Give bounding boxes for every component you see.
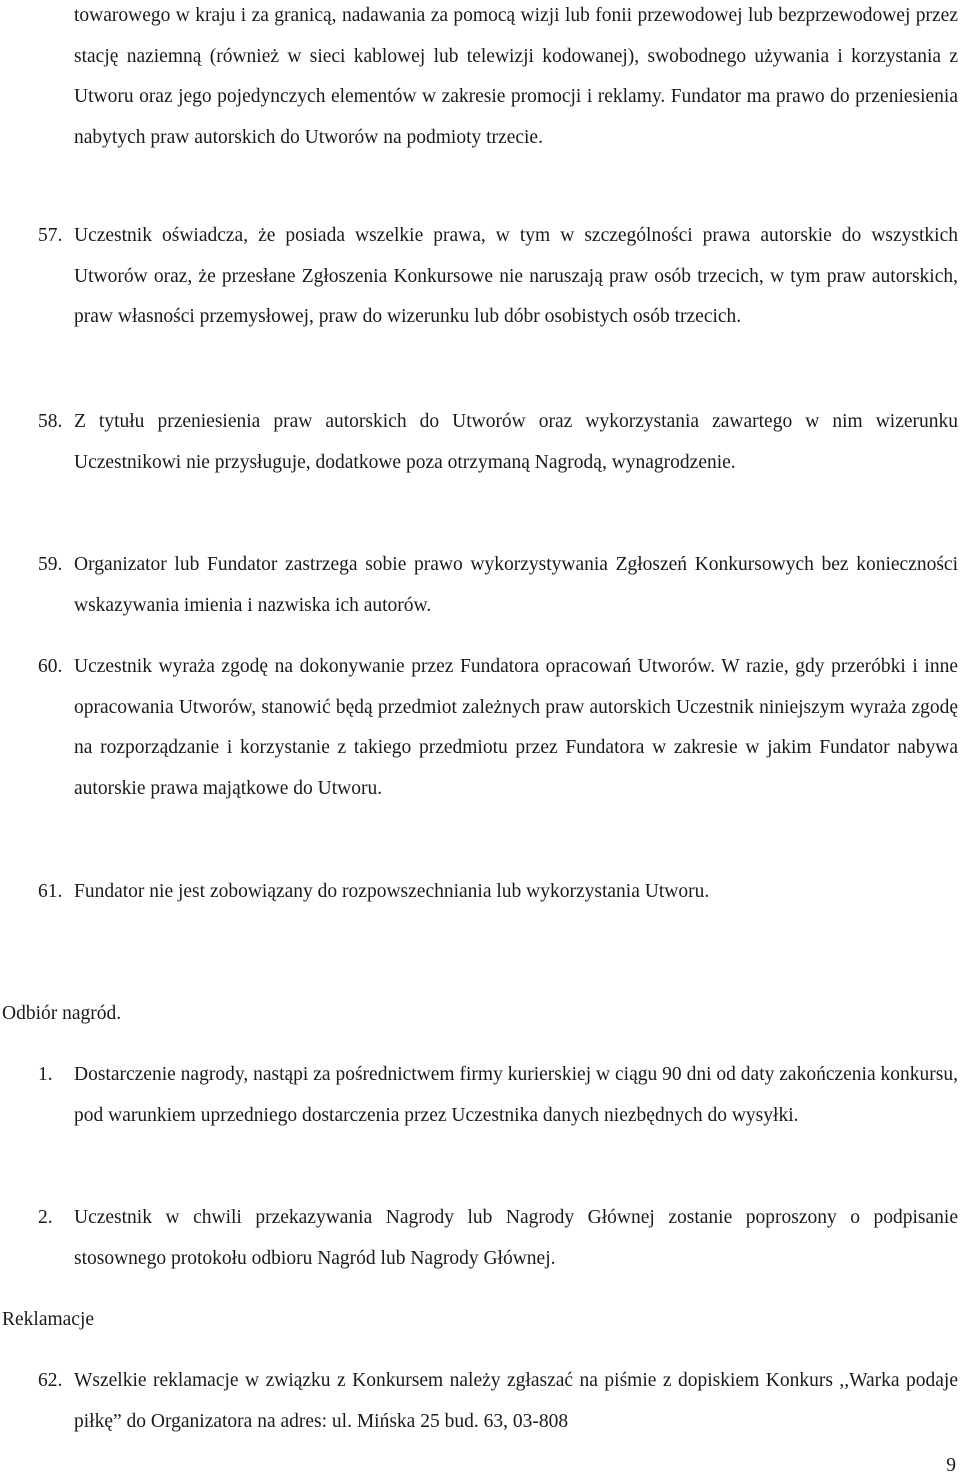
item-number: 58. [38, 411, 63, 432]
item-number: 60. [38, 656, 63, 677]
item-number: 57. [38, 225, 63, 246]
item-text: Fundator nie jest zobowiązany do rozpowszechniania lub wykorzystania Utworu. [74, 881, 710, 902]
section-heading-awards: Odbiór nagród. [2, 1003, 122, 1024]
item-text: Dostarczenie nagrody, nastąpi za pośrednictwem firmy kurierskiej w ciągu 90 dni od daty zakończenia konkursu, pod warunkiem uprzedniego dostarczenia przez Uczestnika danych niezbędnych do wysyłki. [74, 1064, 958, 1126]
item-text: Z tytułu przeniesienia praw autorskich do Utworów oraz wykorzystania zawartego w nim wizerunku Uczestnikowi nie przysługuje, dodatkowe poza otrzymaną Nagrodą, wynagrodzenie. [74, 411, 958, 473]
item-text: Uczestnik w chwili przekazywania Nagrody lub Nagrody Głównej zostanie poproszony o podpisanie stosownego protokołu odbioru Nagród lub Nagrody Głównej. [74, 1207, 958, 1269]
item-number: 62. [38, 1370, 63, 1391]
item-number: 61. [38, 881, 63, 902]
item-number: 2. [38, 1207, 53, 1228]
item-text: Uczestnik wyraża zgodę na dokonywanie przez Fundatora opracowań Utworów. W razie, gdy przeróbki i inne opracowania Utworów, stanowić będą przedmiot zależnych praw autorskich Uczestnik niniejszym wyraża zgodę na rozporządzanie i korzystanie z takiego przedmiotu przez Fundatora w zakresie w jakim Fundator nabywa autorskie prawa majątkowe do Utworu. [74, 656, 958, 800]
section-heading-complaints: Reklamacje [2, 1309, 95, 1330]
item-number: 59. [38, 554, 63, 575]
item-text: Wszelkie reklamacje w związku z Konkursem należy zgłaszać na piśmie z dopiskiem Konkurs ,,Warka podaje piłkę” do Organizatora na adres: ul. Mińska 25 bud. 63, 03-808 [74, 1370, 958, 1432]
page-number: 9 [946, 1455, 956, 1476]
intro-continuation-paragraph: towarowego w kraju i za granicą, nadawania za pomocą wizji lub fonii przewodowej lub bezprzewodowej przez stację naziemną (również w sieci kablowej lub telewizji kodowanej), swobodnego używania i korzystania z Utworu oraz jego pojedynczych elementów w zakresie promocji i reklamy. Fundator ma prawo do przeniesienia nabytych praw autorskich do Utworów na podmioty trzecie. [74, 5, 958, 149]
item-number: 1. [38, 1064, 53, 1085]
item-text: Uczestnik oświadcza, że posiada wszelkie prawa, w tym w szczególności prawa autorskie do wszystkich Utworów oraz, że przesłane Zgłoszenia Konkursowe nie naruszają praw osób trzecich, w tym praw autorskich, praw własności przemysłowej, praw do wizerunku lub dóbr osobistych osób trzecich. [74, 225, 958, 328]
item-text: Organizator lub Fundator zastrzega sobie prawo wykorzystywania Zgłoszeń Konkursowych bez konieczności wskazywania imienia i nazwiska ich autorów. [74, 554, 958, 616]
